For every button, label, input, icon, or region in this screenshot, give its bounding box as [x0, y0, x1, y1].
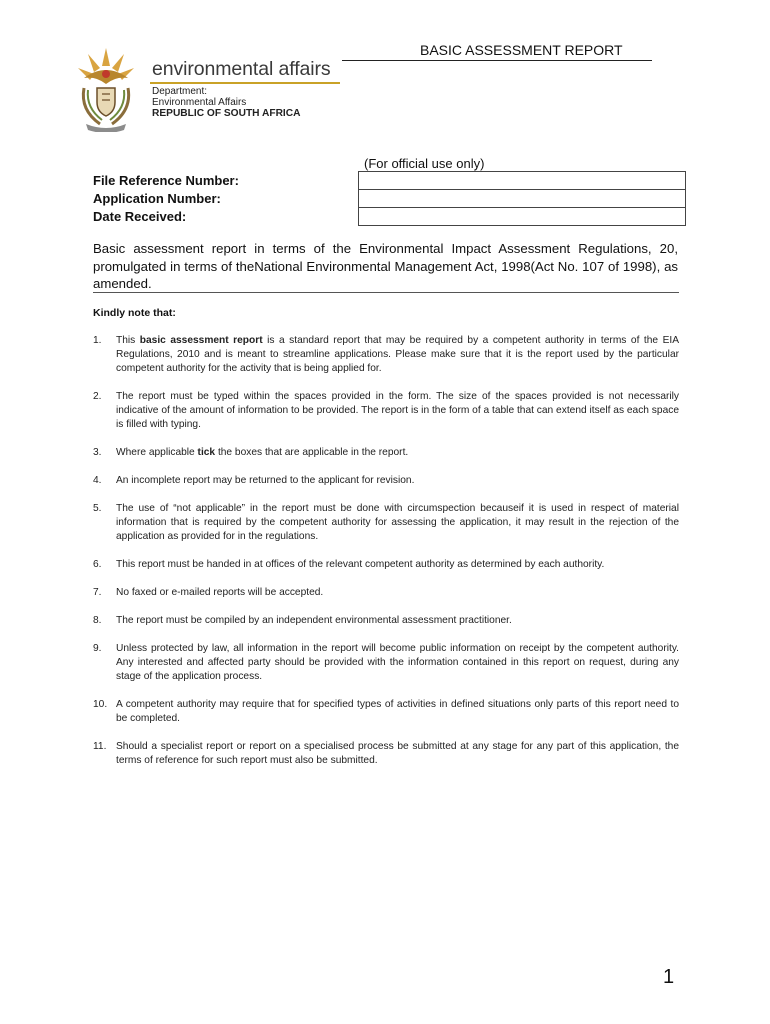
- reference-labels: [93, 172, 239, 226]
- list-item: [93, 586, 679, 600]
- page-number: 1: [663, 966, 675, 988]
- intro-divider: [93, 292, 679, 293]
- list-item: [93, 390, 679, 432]
- item-number: 10.: [93, 699, 108, 710]
- item-text: A competent authority may require that for specified types of activities in defined situations only parts of this report need to be completed.: [116, 699, 679, 724]
- item-text: Where applicable tick the boxes that are applicable in the report.: [116, 447, 409, 458]
- item-text: The report must be typed within the spaces provided in the form. The size of the spaces provided is not necessarily indicative of the amount of information to be provided. The report is in the form of a table that can extend itself as each space is filled with typing.: [116, 391, 679, 430]
- item-number: 6.: [93, 559, 102, 570]
- official-use-table: [358, 171, 686, 226]
- brand-line-3: REPUBLIC OF SOUTH AFRICA: [152, 108, 301, 119]
- notes-list: [93, 334, 679, 782]
- item-number: 9.: [93, 643, 102, 654]
- note-title: Kindly note that:: [93, 307, 176, 319]
- list-item: [93, 698, 679, 726]
- item-text: The report must be compiled by an independent environmental assessment practitioner.: [116, 615, 512, 626]
- brand-title: environmental affairs: [152, 58, 331, 80]
- list-item: [93, 474, 679, 488]
- list-item: [93, 558, 679, 572]
- brand-line-1: Department:: [152, 86, 208, 97]
- list-item: [93, 446, 679, 460]
- item-text: Should a specialist report or report on a specialised process be submitted at any stage for any part of this application, the terms of reference for such report must also be submitted.: [116, 741, 679, 766]
- item-text: An incomplete report may be returned to the applicant for revision.: [116, 475, 415, 486]
- intro-paragraph: Basic assessment report in terms of the Environmental Impact Assessment Regulations, 20, promulgated in terms of theNational Environmental Management Act, 1998(Act No. 107 of 1998), as amended.: [93, 241, 678, 291]
- item-text: No faxed or e-mailed reports will be accepted.: [116, 587, 324, 598]
- date-received-field[interactable]: [359, 208, 685, 225]
- item-text: The use of “not applicable” in the report must be done with circumspection becauseif it is used in respect of material information that is required by the competent authority for assessing the application, it may result in the rejection of the application as provided for in the regulations.: [116, 503, 679, 542]
- item-number: 4.: [93, 475, 102, 486]
- official-use-label: (For official use only): [364, 156, 485, 171]
- item-number: 1.: [93, 335, 102, 346]
- item-text: This report must be handed in at offices of the relevant competent authority as determined by each authority.: [116, 559, 605, 570]
- item-text: Unless protected by law, all information in the report will become public information on receipt by the competent authority. Any interested and affected party should be provided with the information contained in this report on request, during any stage of the application process.: [116, 643, 679, 682]
- item-number: 11.: [93, 741, 107, 752]
- list-item: [93, 502, 679, 544]
- header-rule: [342, 60, 652, 61]
- department-logo: [70, 44, 342, 132]
- file-reference-label: File Reference Number:: [93, 173, 239, 188]
- list-item: [93, 334, 679, 376]
- list-item: [93, 740, 679, 768]
- item-text: This basic assessment report is a standard report that may be required by a competent authority in terms of the EIA Regulations, 2010 and is meant to streamline applications. Please make sure that it is the report used by the particular competent authority for the activity that is being applied for.: [116, 335, 680, 374]
- brand-divider: [150, 82, 340, 84]
- item-number: 5.: [93, 503, 102, 514]
- item-number: 7.: [93, 587, 102, 598]
- application-number-label: Application Number:: [93, 191, 221, 206]
- item-number: 8.: [93, 615, 102, 626]
- brand-line-2: Environmental Affairs: [152, 97, 247, 108]
- item-number: 3.: [93, 447, 102, 458]
- date-received-label: Date Received:: [93, 209, 187, 224]
- list-item: [93, 614, 679, 628]
- list-item: [93, 642, 679, 684]
- file-reference-field[interactable]: [359, 172, 685, 190]
- item-number: 2.: [93, 391, 102, 402]
- application-number-field[interactable]: [359, 190, 685, 208]
- coat-of-arms-icon: [70, 44, 142, 132]
- report-title: BASIC ASSESSMENT REPORT: [420, 42, 623, 58]
